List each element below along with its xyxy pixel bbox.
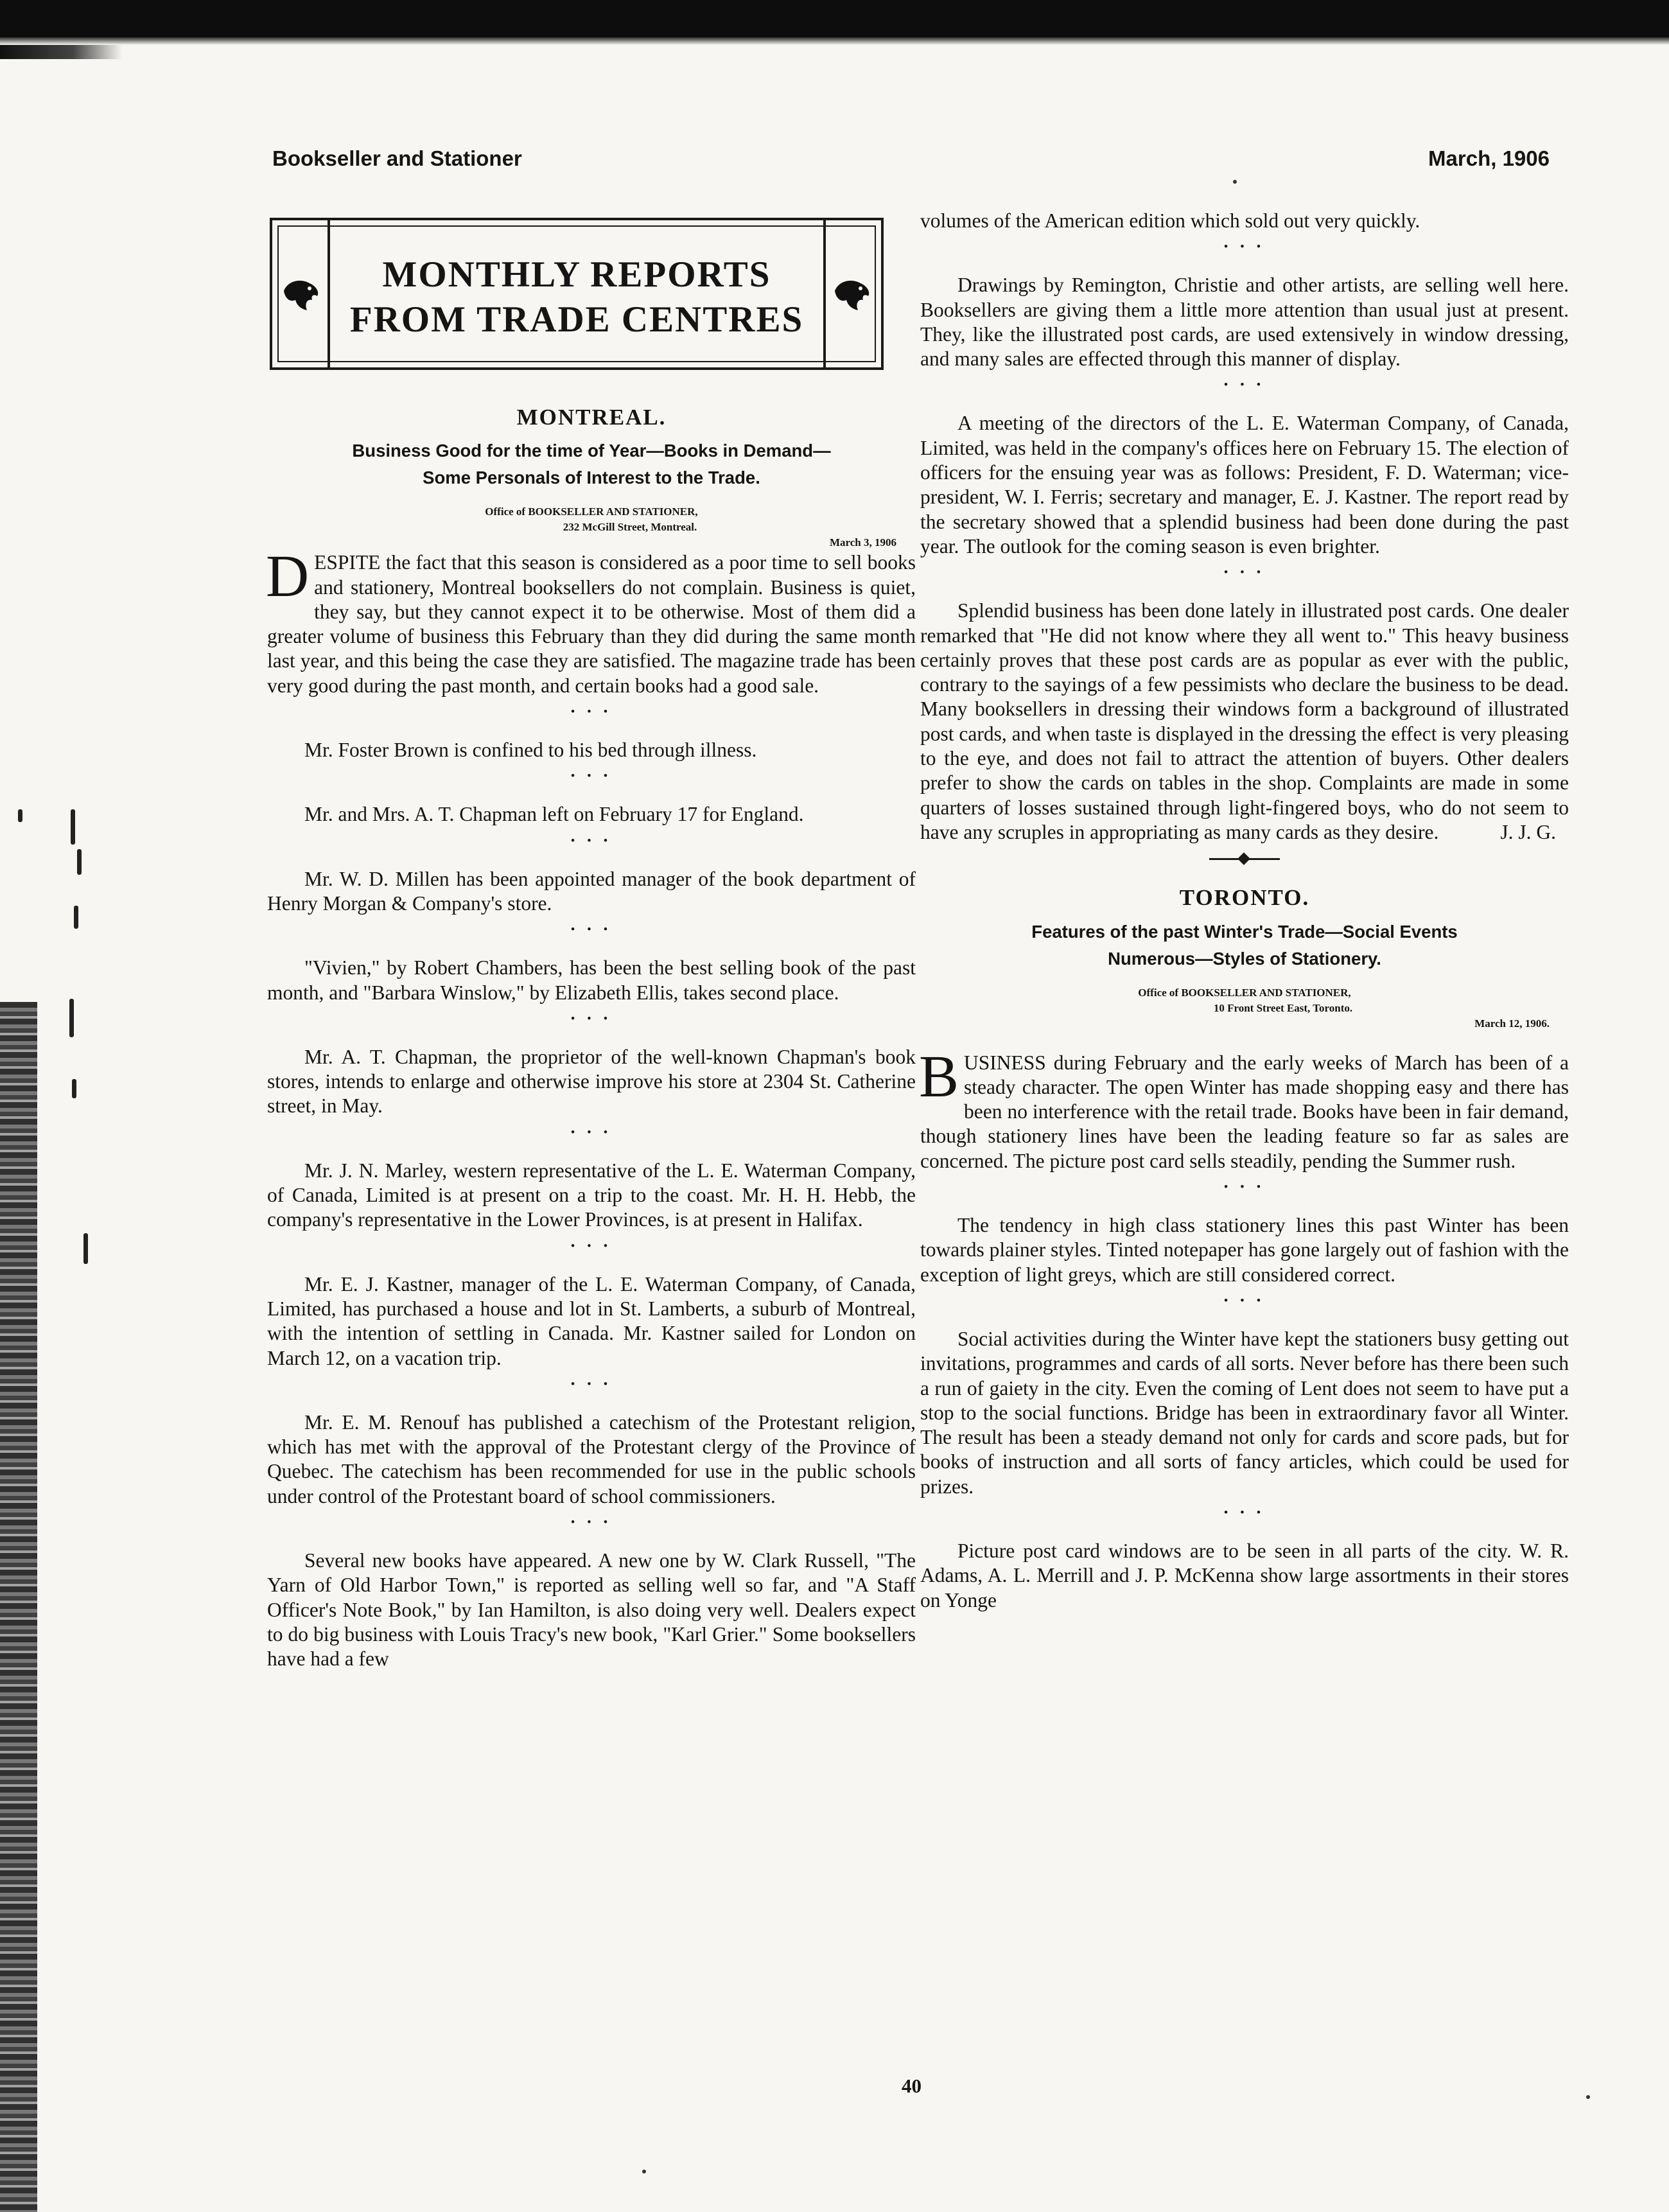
section-banner — [270, 218, 884, 370]
page-number: 40 — [902, 2075, 922, 2097]
banner-title-line-2: FROM TRADE CENTRES — [349, 299, 804, 340]
montreal-office-name: Office of BOOKSELLER AND STATIONER, — [485, 505, 698, 518]
scan-speck — [1586, 2095, 1590, 2099]
montreal-subheading-1: Business Good for the time of Year—Books in Demand— — [352, 441, 831, 461]
montreal-item: Several new books have appeared. A new one by W. Clark Russell, "The Yarn of Old Harbor Town," is reported as selling well so far, and "A Staff Officer's Note Book," by Ian Hamilton, is also doing very well. Dealers expect to do big business with Louis Tracy's new book, "Karl Grier." Some booksellers have had a few — [267, 1549, 916, 1671]
montreal-subheading-2: Some Personals of Interest to the Trade. — [423, 468, 760, 488]
montreal-continued: volumes of the American edition which sold out very quickly. — [920, 209, 1420, 232]
montreal-item — [920, 599, 1569, 845]
montreal-item: Mr. Foster Brown is confined to his bed through illness. — [304, 739, 757, 762]
running-head-date: March, 1906 — [1428, 146, 1550, 170]
running-head-publication: Bookseller and Stationer — [272, 146, 522, 170]
montreal-item: Mr. A. T. Chapman, the proprietor of the well-known Chapman's book stores, intends to enlarge and otherwise improve his store at 2304 St. Catherine street, in May. — [267, 1045, 916, 1118]
montreal-item: Mr. E. M. Renouf has published a catechism of the Protestant religion, which has met with the approval of the Protestant clergy of the Province of Quebec. The catechism has been recommended for use in the public schools under control of the Protestant board of school commissioners. — [267, 1410, 916, 1507]
separator-stars: • • • — [570, 769, 613, 784]
montreal-item: Mr. and Mrs. A. T. Chapman left on February 17 for England. — [304, 803, 804, 826]
toronto-subheading-2: Numerous—Styles of Stationery. — [1108, 948, 1381, 969]
toronto-item: Picture post card windows are to be seen in all parts of the city. W. R. Adams, A. L. Merrill and J. P. McKenna show large assortments in their stores on Yonge — [920, 1539, 1569, 1611]
toronto-subheading-1: Features of the past Winter's Trade—Social Events — [1031, 921, 1458, 942]
montreal-item: A meeting of the directors of the L. E. Waterman Company, of Canada, Limited, was held in the company's offices here on February 15. The election of officers for the ensuing year was as follows: President, F. D. Waterman; vice-president, W. I. Ferris; secretary and manager, E. J. Kastner. The report read by the secretary showed that a splendid business had been done during the past year. The outlook for the coming season is even brighter. — [920, 412, 1569, 557]
montreal-heading: MONTREAL. — [516, 405, 667, 430]
montreal-dateline: March 3, 1906 — [829, 536, 896, 549]
montreal-item-text: Splendid business has been done lately in illustrated post cards. One dealer remarked that "He did not know where they all went to." This heavy business certainly proves that these post cards are as popular as ever with the public, contrary to the sayings of a few pessimists who declare the business to be dead. Many booksellers in dressing their windows form a background of illustrated post cards, and when taste is displayed in the dressing the effect is very pleasing to the eye, and does not fail to attract the attention of buyers. Other dealers prefer to show the cards on tables in the shop. Complaints are made in some quarters of losses sustained through light-fingered boys, who do not seem to have any scruples in appropriating as many cards as they desire. — [920, 599, 1569, 843]
separator-stars: • • • — [570, 834, 613, 848]
toronto-lead-paragraph — [919, 1043, 1569, 1173]
separator-stars: • • • — [570, 1125, 613, 1139]
scan-speck — [1233, 180, 1237, 184]
scan-speck — [642, 2170, 646, 2173]
montreal-item: "Vivien," by Robert Chambers, has been the best selling book of the past month, and "Barbara Winslow," by Elizabeth Ellis, takes second place. — [267, 956, 916, 1004]
separator-stars: • • • — [570, 1239, 613, 1253]
toronto-dateline: March 12, 1906. — [1474, 1017, 1550, 1030]
toronto-item: The tendency in high class stationery lines this past Winter has been towards plainer styles. Tinted notepaper has gone largely out of fashion with the exception of light greys, which are still considered correct. — [920, 1214, 1569, 1286]
toronto-office-name: Office of BOOKSELLER AND STATIONER, — [1138, 986, 1351, 999]
montreal-office — [267, 504, 916, 535]
montreal-office-address: 232 McGill Street, Montreal. — [563, 521, 697, 534]
separator-stars: • • • — [1223, 1181, 1266, 1195]
separator-stars: • • • — [570, 1012, 613, 1026]
montreal-lead-text: ESPITE the fact that this season is considered as a poor time to sell books and stationery, Montreal booksellers do not complain. Business is quiet, they say, but they cannot expect it to be otherwise. Most of them did a greater volume of business this February than they did during the same month last year, and this being the case they are satisfied. The magazine trade has been very good during the past month, and certain books had a good sale. — [267, 551, 916, 697]
scan-left-marks — [13, 809, 96, 1259]
eagle-emblem-icon — [832, 277, 872, 315]
separator-stars: • • • — [1223, 240, 1266, 254]
separator-stars: • • • — [1223, 1505, 1266, 1520]
drop-cap: D — [266, 543, 310, 610]
separator-stars: • • • — [1223, 566, 1266, 580]
right-column — [920, 209, 1569, 1613]
toronto-office — [920, 985, 1569, 1016]
separator-stars: • • • — [1223, 1294, 1266, 1308]
montreal-item: Mr. E. J. Kastner, manager of the L. E. Waterman Company, of Canada, Limited, has purchased a house and lot in St. Lamberts, a suburb of Montreal, with the intention of settling in Canada. Mr. Kastner sailed for London on March 12, on a vacation trip. — [267, 1272, 916, 1369]
toronto-office-address: 10 Front Street East, Toronto. — [1213, 1001, 1353, 1014]
separator-stars: • • • — [570, 1377, 613, 1391]
toronto-item: Social activities during the Winter have kept the stationers busy getting out invitations, programmes and cards of all sorts. Never before has there been such a run of gaiety in the city. Even the coming of Lent does not seem to have put a stop to the social functions. Bridge has been in extraordinary favor all Winter. The result has been a steady demand not only for cards and score pads, but for books of instruction and all sorts of fancy articles, which could be used for prizes. — [920, 1327, 1569, 1498]
toronto-heading: TORONTO. — [1179, 885, 1310, 911]
section-divider-ornament — [1209, 854, 1280, 864]
correspondent-signature: J. J. G. — [1500, 820, 1556, 843]
montreal-lead-paragraph — [266, 543, 916, 698]
separator-stars: • • • — [570, 705, 613, 719]
drop-cap: B — [919, 1043, 959, 1110]
scan-top-border — [0, 0, 1669, 37]
scan-edge-smudge — [0, 45, 122, 59]
toronto-lead-text: USINESS during February and the early weeks of March has been of a steady character. The open Winter has made shopping easy and there has been no interference with the retail trade. Books have been in fair demand, though stationery lines have been the leading feature so far as sales are concerned. The picture post card sells steadily, pending the Summer rush. — [920, 1051, 1569, 1172]
banner-title-line-1: MONTHLY REPORTS — [382, 254, 771, 295]
separator-stars: • • • — [570, 1516, 613, 1530]
eagle-emblem-icon — [281, 277, 321, 315]
banner-title — [334, 252, 819, 342]
scan-top-shadow — [0, 37, 1669, 45]
separator-stars: • • • — [1223, 378, 1266, 392]
left-column — [267, 209, 916, 1672]
montreal-item: Drawings by Remington, Christie and other artists, are selling well here. Booksellers are giving them a little more attention than usual just at present. They, like the illustrated post cards, are used extensively in window dressing, and many sales are effected through this manner of display. — [920, 274, 1569, 371]
montreal-item: Mr. W. D. Millen has been appointed manager of the book department of Henry Morgan & Company's store. — [267, 867, 916, 915]
montreal-item: Mr. J. N. Marley, western representative of the L. E. Waterman Company, of Canada, Limited is at present on a trip to the coast. Mr. H. H. Hebb, the company's representative in the Lower Provinces, is at present in Halifax. — [267, 1159, 916, 1231]
separator-stars: • • • — [570, 923, 613, 937]
